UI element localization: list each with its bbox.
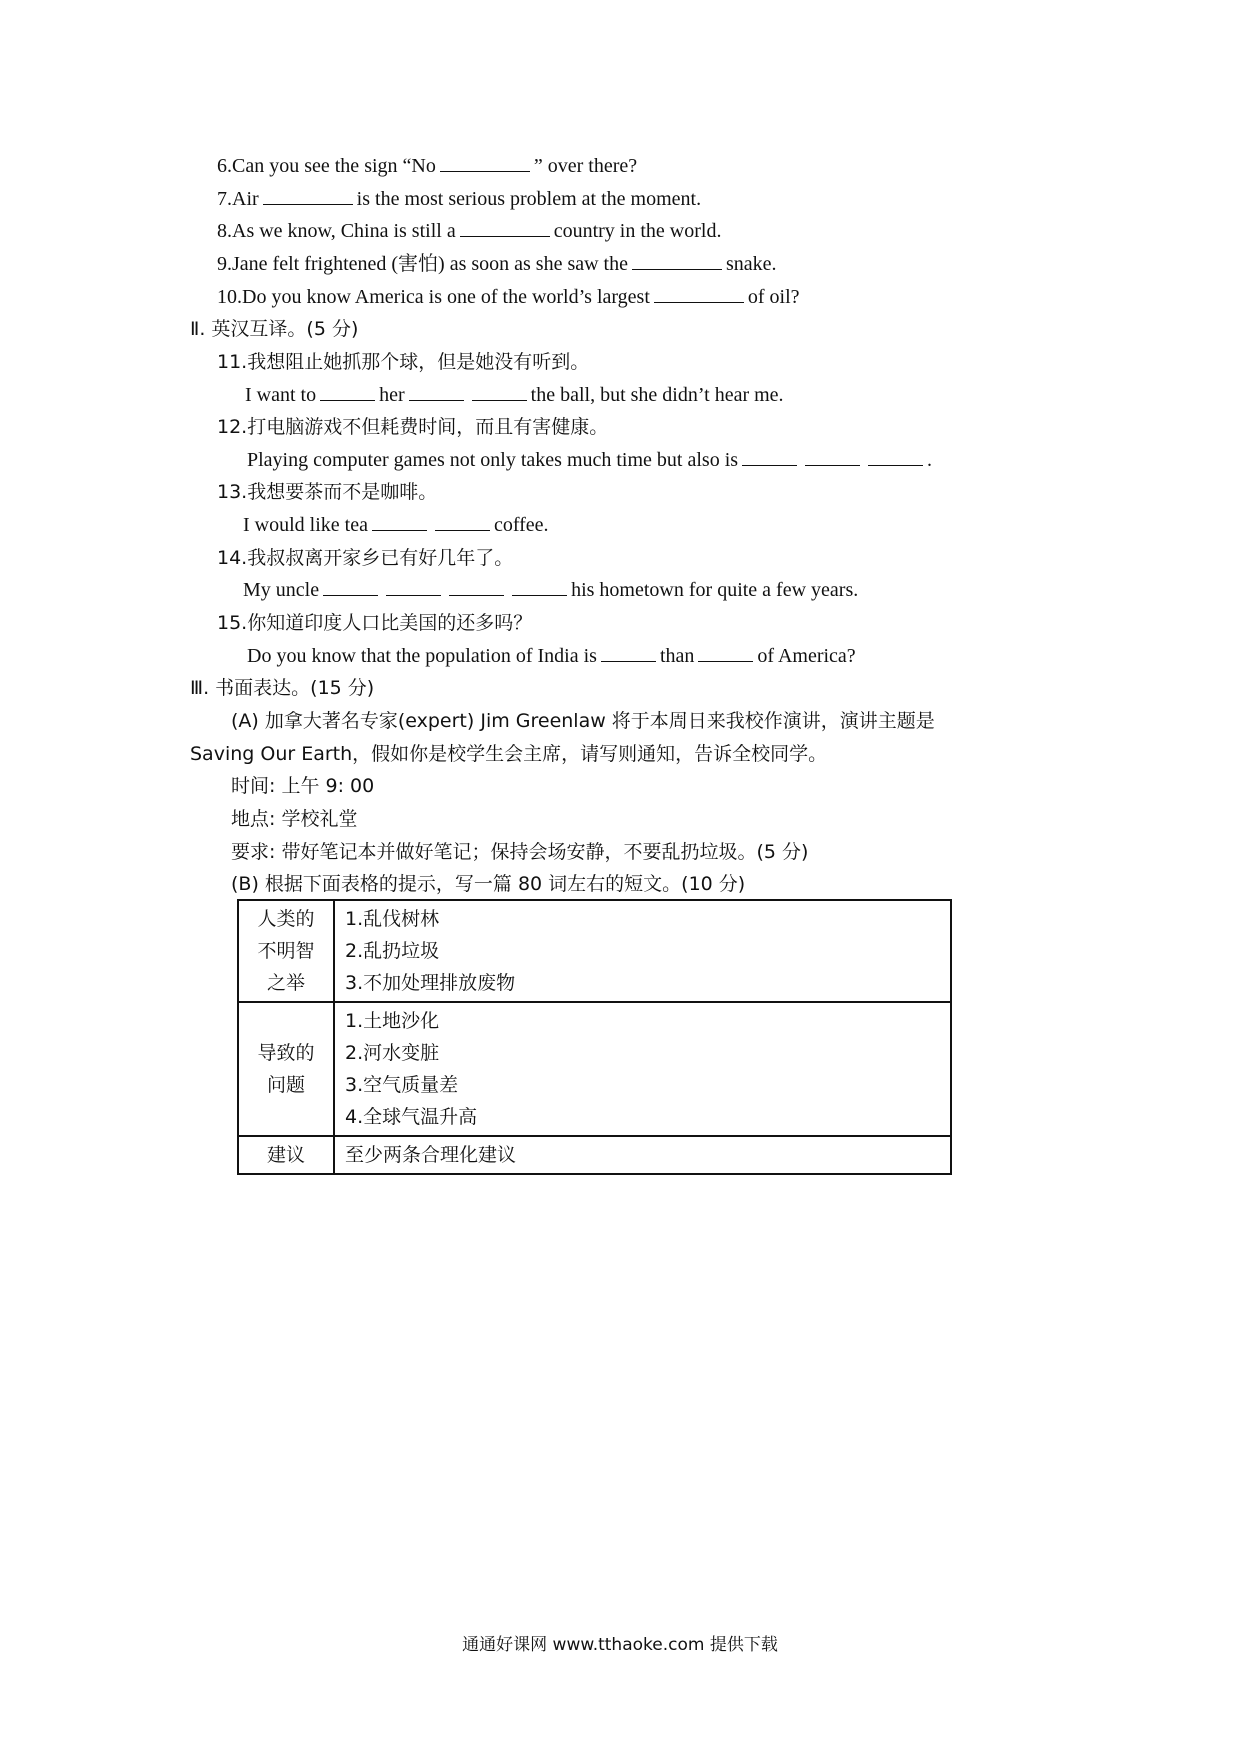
- q11-part-b: her: [379, 384, 405, 406]
- q13-part-b: coffee.: [493, 514, 549, 536]
- page-footer: 通通好课网 www.tthaoke.com 提供下载: [462, 1635, 778, 1655]
- q15-part-a: Do you know that the population of India is: [247, 645, 597, 667]
- question-7: [217, 186, 701, 212]
- row-label-suggestions: 建议: [238, 1136, 334, 1174]
- question-8-text-end: country in the world.: [553, 220, 722, 242]
- answer-blank: [449, 577, 504, 596]
- question-13-chinese: 13.我想要茶而不是咖啡。: [217, 481, 438, 503]
- question-7-text: 7.Air: [217, 188, 259, 210]
- list-item: 4.全球气温升高: [345, 1106, 478, 1128]
- row-label-problems: [238, 1002, 334, 1136]
- answer-blank: [805, 447, 860, 466]
- question-12-english: [247, 447, 932, 473]
- label-line: 之举: [266, 972, 305, 994]
- q11-part-c: the ball, but she didn’t hear me.: [530, 384, 784, 406]
- table-row: [238, 1002, 951, 1136]
- answer-blank: [632, 251, 722, 270]
- q14-part-a: My uncle: [243, 579, 320, 601]
- question-15-english: [247, 643, 856, 669]
- notice-requirement: 要求: 带好笔记本并做好笔记；保持会场安静，不要乱扔垃圾。(5 分): [231, 841, 809, 863]
- section-2-heading: Ⅱ. 英汉互译。(5 分): [190, 318, 359, 340]
- writing-outline-table: [237, 899, 952, 1175]
- question-10-text-end: of oil?: [747, 286, 800, 308]
- answer-blank: [868, 447, 923, 466]
- answer-blank: [435, 512, 490, 531]
- answer-blank: [372, 512, 427, 531]
- question-13-english: [243, 512, 549, 538]
- answer-blank: [698, 643, 753, 662]
- q15-part-b: than: [659, 645, 695, 667]
- row-items-suggestions: 至少两条合理化建议: [334, 1136, 951, 1174]
- question-9-text: 9.Jane felt frightened (害怕) as soon as she saw the: [217, 253, 628, 275]
- question-8: [217, 218, 721, 244]
- question-6-text-end: ” over there?: [533, 155, 638, 177]
- answer-blank: [320, 382, 375, 401]
- question-9: [217, 251, 777, 277]
- table-row: [238, 900, 951, 1002]
- section-3-heading: Ⅲ. 书面表达。(15 分): [190, 677, 375, 699]
- list-item: 3.不加处理排放废物: [345, 972, 516, 994]
- notice-time: 时间: 上午 9: 00: [231, 775, 375, 797]
- q15-part-c: of America?: [757, 645, 856, 667]
- question-7-text-end: is the most serious problem at the moment.: [356, 188, 702, 210]
- question-10-text: 10.Do you know America is one of the world’s largest: [217, 286, 650, 308]
- label-line: 问题: [266, 1074, 305, 1096]
- notice-place: 地点: 学校礼堂: [231, 808, 358, 830]
- q12-part-a: Playing computer games not only takes much time but also is: [247, 449, 739, 471]
- part-a-line-1: (A) 加拿大著名专家(expert) Jim Greenlaw 将于本周日来我校作演讲，演讲主题是: [231, 710, 935, 732]
- part-a-line-2: Saving Our Earth，假如你是校学生会主席，请写则通知，告诉全校同学。: [190, 743, 828, 765]
- question-12-chinese: 12.打电脑游戏不但耗费时间，而且有害健康。: [217, 416, 609, 438]
- answer-blank: [512, 577, 567, 596]
- q11-part-a: I want to: [245, 384, 317, 406]
- question-14-chinese: 14.我叔叔离开家乡已有好几年了。: [217, 547, 514, 569]
- answer-blank: [440, 153, 530, 172]
- answer-blank: [742, 447, 797, 466]
- q13-part-a: I would like tea: [243, 514, 368, 536]
- list-item: 2.乱扔垃圾: [345, 940, 440, 962]
- list-item: 1.土地沙化: [345, 1010, 440, 1032]
- answer-blank: [601, 643, 656, 662]
- question-11-english: [245, 382, 784, 408]
- answer-blank: [409, 382, 464, 401]
- question-10: [217, 284, 800, 310]
- label-line: 不明智: [257, 940, 315, 962]
- question-15-chinese: 15.你知道印度人口比美国的还多吗？: [217, 612, 533, 634]
- answer-blank: [323, 577, 378, 596]
- list-item: 3.空气质量差: [345, 1074, 459, 1096]
- question-6: [217, 153, 637, 179]
- label-line: 人类的: [257, 908, 315, 930]
- row-label-unwise-acts: [238, 900, 334, 1002]
- question-9-text-end: snake.: [726, 253, 777, 275]
- table-row: [238, 1136, 951, 1174]
- answer-blank: [654, 284, 744, 303]
- question-14-english: [243, 577, 858, 603]
- row-items-problems: [334, 1002, 951, 1136]
- list-item: 1.乱伐树林: [345, 908, 440, 930]
- q12-part-b: .: [927, 449, 933, 471]
- answer-blank: [386, 577, 441, 596]
- question-11-chinese: 11.我想阻止她抓那个球，但是她没有听到。: [217, 351, 590, 373]
- label-line: 导致的: [257, 1042, 315, 1064]
- question-8-text: 8.As we know, China is still a: [217, 220, 456, 242]
- answer-blank: [472, 382, 527, 401]
- part-b-instruction: (B) 根据下面表格的提示，写一篇 80 词左右的短文。(10 分): [231, 873, 746, 895]
- q14-part-b: his hometown for quite a few years.: [571, 579, 859, 601]
- answer-blank: [263, 186, 353, 205]
- question-6-text: 6.Can you see the sign “No: [217, 155, 436, 177]
- list-item: 2.河水变脏: [345, 1042, 440, 1064]
- row-items-unwise-acts: [334, 900, 951, 1002]
- answer-blank: [460, 218, 550, 237]
